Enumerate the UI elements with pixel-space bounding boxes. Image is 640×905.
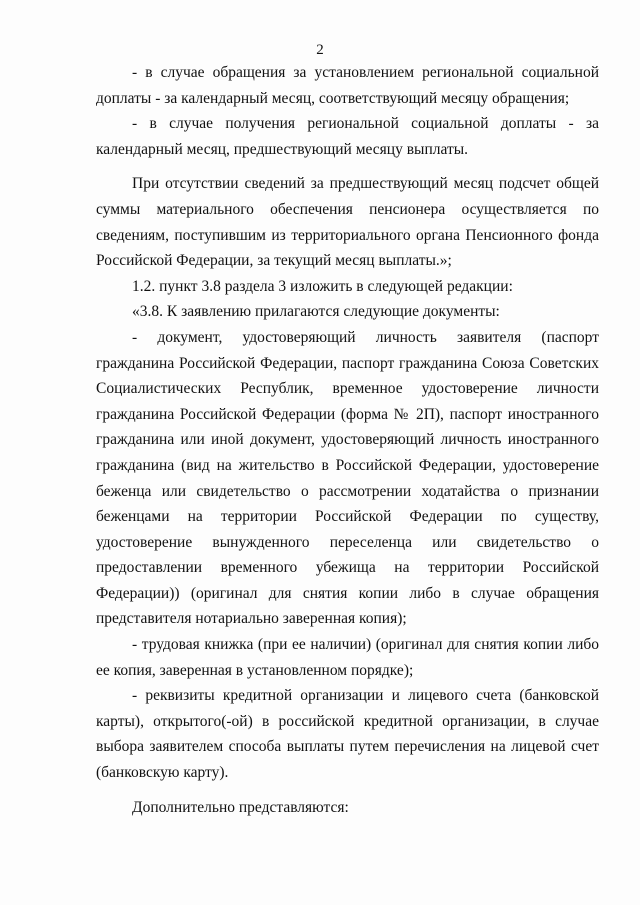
paragraph-item-3-8: «3.8. К заявлению прилагаются следующие документы: <box>132 303 500 321</box>
paragraph-missing-info: При отсутствии сведений за предшествующий месяц подсчет общей суммы материального обеспечения пенсионера осуществляется по сведениям, поступившим из территориального органа Пенсионного фонда Российской Федерации, за текущий месяц выплаты.»; <box>96 175 599 270</box>
paragraph-employment-record: - трудовая книжка (при ее наличии) (оригинал для снятия копии либо ее копия, заверенная в установленном порядке); <box>96 636 599 679</box>
paragraph-application-month: - в случае обращения за установлением региональной социальной доплаты - за календарный месяц, соответствующий месяцу обращения; <box>96 64 599 107</box>
document-body <box>96 60 599 820</box>
paragraph-additional: Дополнительно представляются: <box>132 798 349 816</box>
paragraph-receipt-month: - в случае получения региональной социальной доплаты - за календарный месяц, предшествующий месяцу выплаты. <box>96 115 599 158</box>
paragraph-item-1-2: 1.2. пункт 3.8 раздела 3 изложить в следующей редакции: <box>132 277 513 295</box>
page-number: 2 <box>316 42 324 58</box>
paragraph-bank-details: - реквизиты кредитной организации и лицевого счета (банковской карты), открытого(-ой) в российской кредитной организации, в случае выбора заявителем способа выплаты путем перечисления на лицевой счет (банковскую карту). <box>96 687 599 782</box>
paragraph-identity-document: - документ, удостоверяющий личность заявителя (паспорт гражданина Российской Федерации, паспорт гражданина Союза Советских Социалистических Республик, временное удостоверение личности гражданина Российской Федерации (форма № 2П), паспорт иностранного гражданина или иной документ, удостоверяющий личность иностранного гражданина (вид на жительство в Российской Федерации, удостоверение беженца или свидетельство о рассмотрении ходатайства о признании беженцами на территории Российской Федерации по существу, удостоверение вынужденного переселенца или свидетельство о предоставлении временного убежища на территории Российской Федерации)) (оригинал для снятия копии либо в случае обращения представителя нотариально заверенная копия); <box>96 328 599 628</box>
